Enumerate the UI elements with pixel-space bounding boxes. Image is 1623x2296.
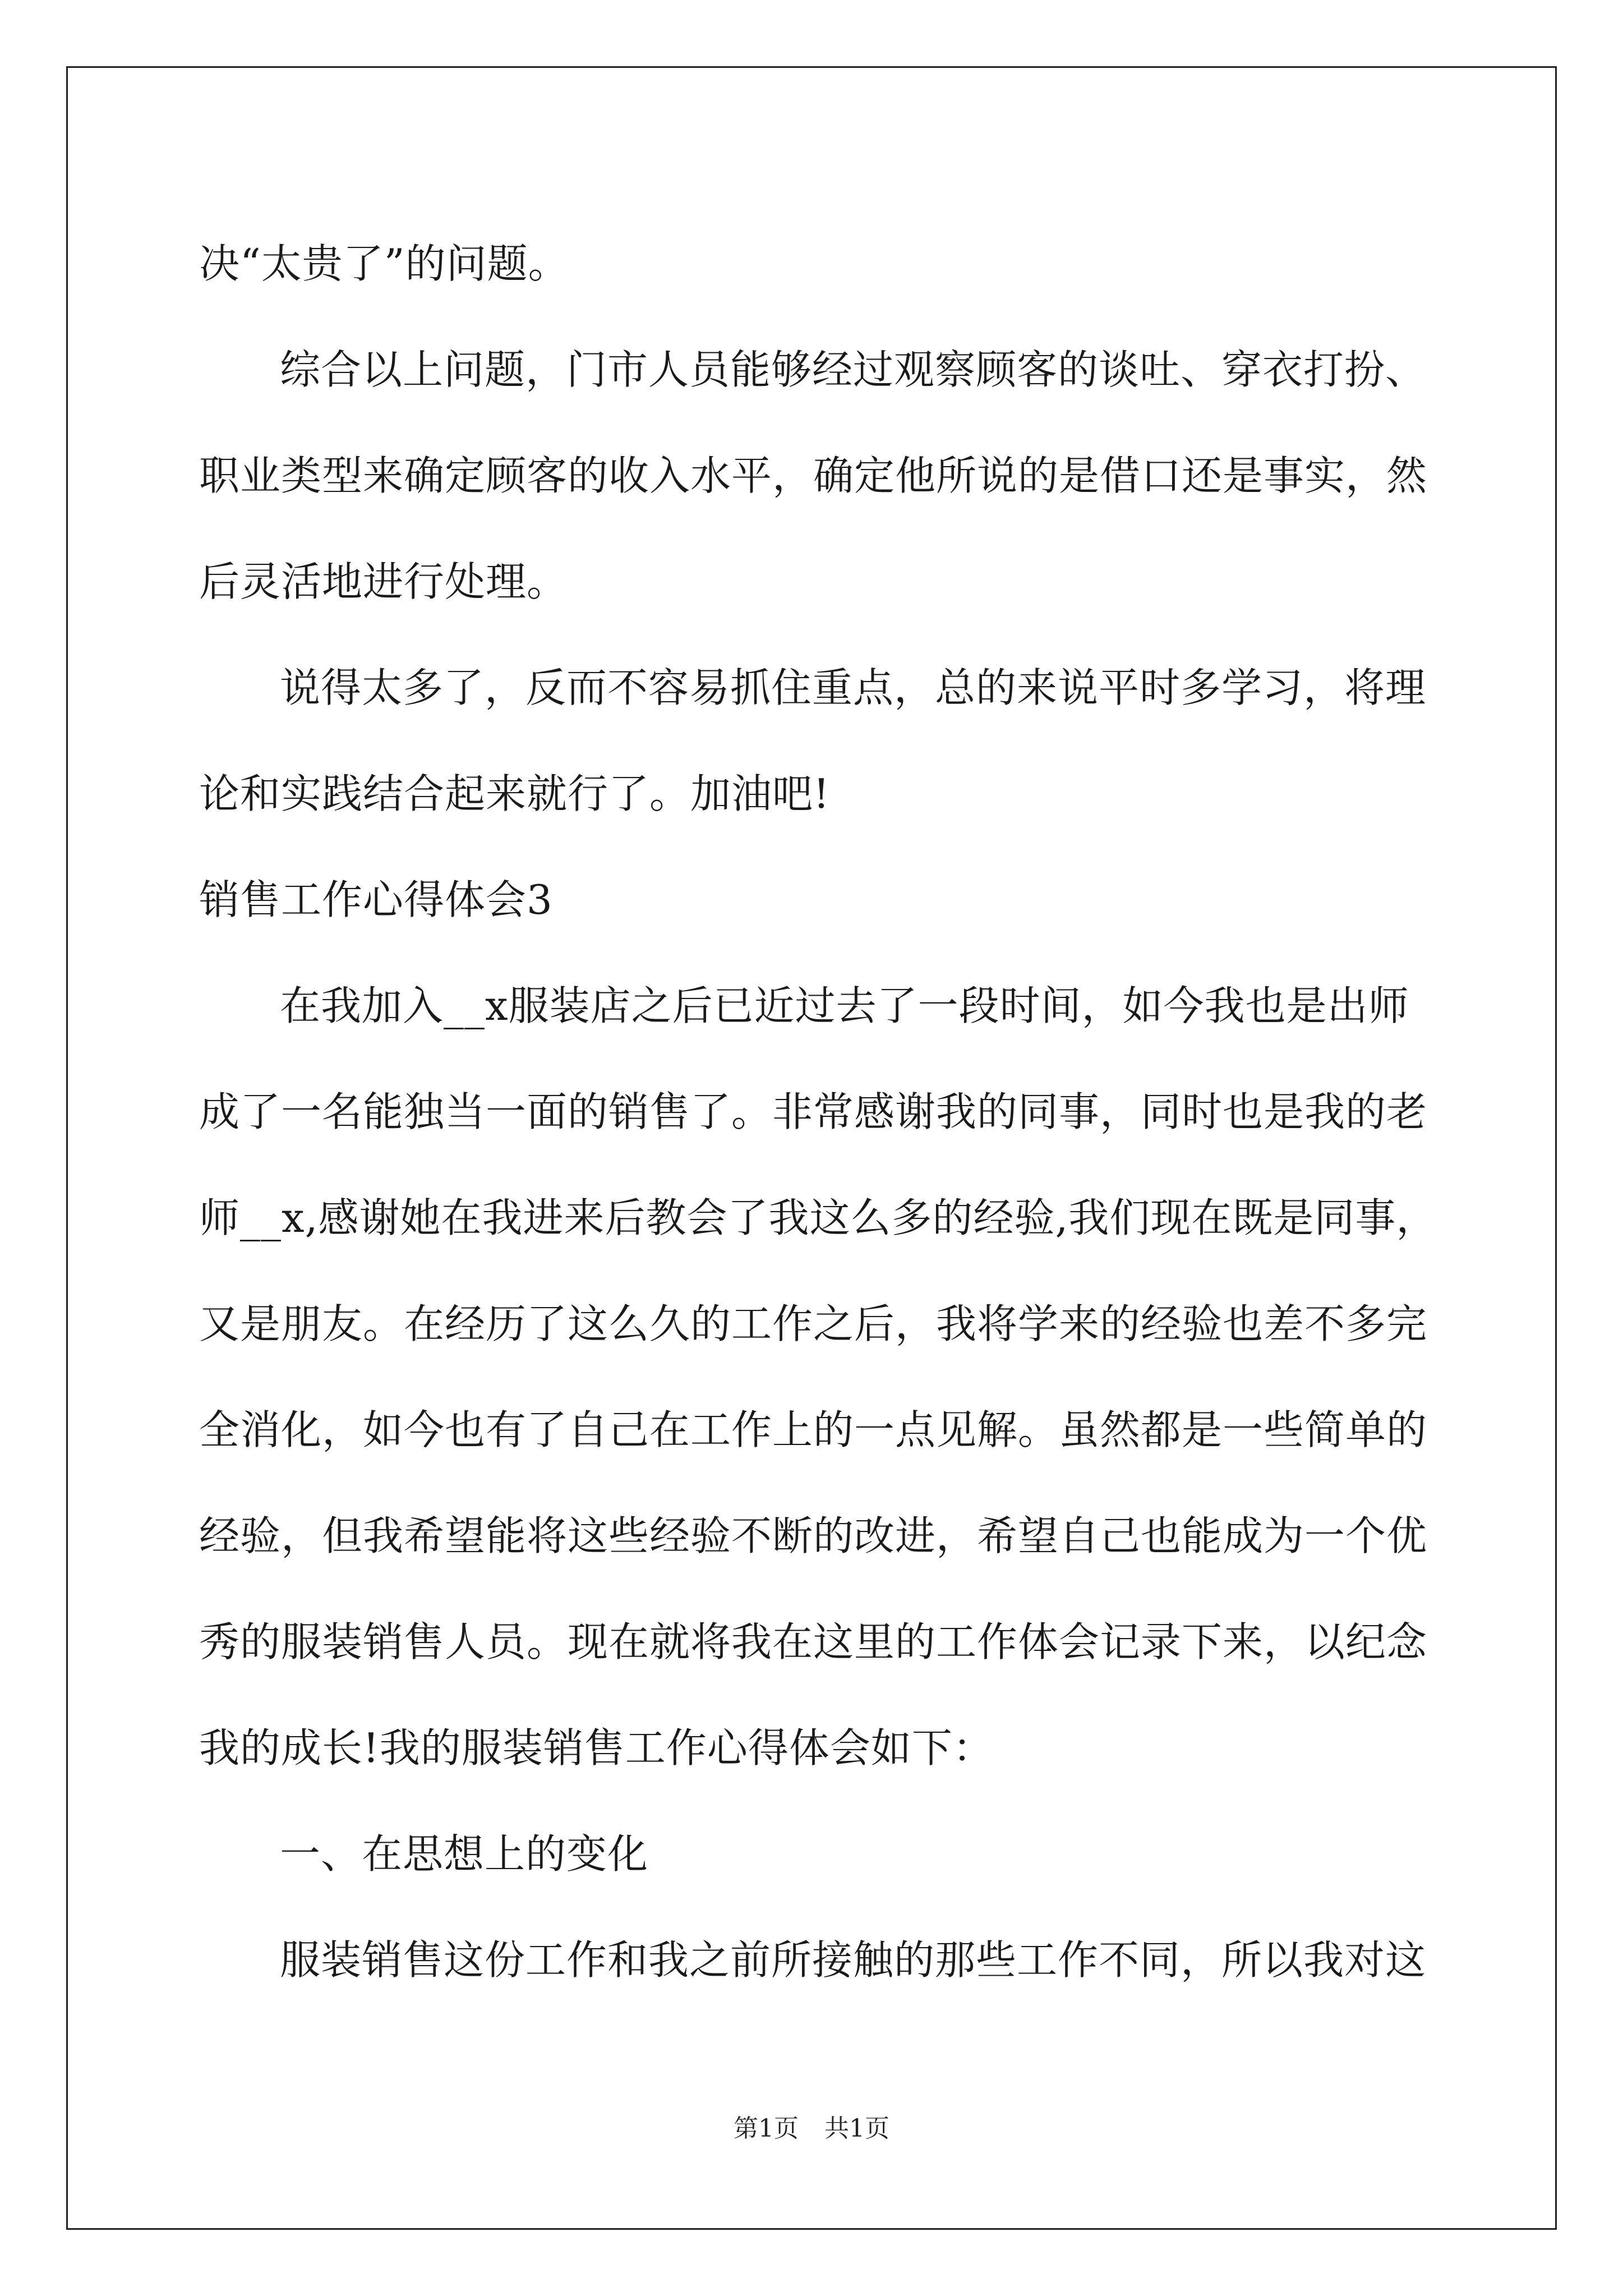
paragraph-line: 服装销售这份工作和我之前所接触的那些工作不同，所以我对这	[280, 1936, 1427, 1984]
paragraph-line: 全消化，如今也有了自己在工作上的一点见解。虽然都是一些简单的	[199, 1406, 1428, 1453]
page-number-total: 共1页	[824, 2114, 889, 2143]
subheading: 一、在思想上的变化	[280, 1830, 649, 1878]
paragraph-line: 经验，但我希望能将这些经验不断的改进，希望自己也能成为一个优	[199, 1512, 1428, 1559]
paragraph-line: 成了一名能独当一面的销售了。非常感谢我的同事，同时也是我的老	[199, 1088, 1428, 1135]
document-body	[199, 211, 1437, 2013]
paragraph-line: 在我加入__x服装店之后已近过去了一段时间，如今我也是出师	[280, 982, 1409, 1029]
page-footer	[0, 2112, 1623, 2146]
page-number-current: 第1页	[734, 2114, 799, 2143]
paragraph-line: 又是朋友。在经历了这么久的工作之后，我将学来的经验也差不多完	[199, 1300, 1428, 1347]
paragraph-line: 师__x,感谢她在我进来后教会了我这么多的经验,我们现在既是同事，	[199, 1194, 1437, 1241]
paragraph-line: 论和实践结合起来就行了。加油吧!	[199, 770, 830, 817]
paragraph-line: 后灵活地进行处理。	[199, 558, 568, 605]
paragraph-line: 秀的服装销售人员。现在就将我在这里的工作体会记录下来，以纪念	[199, 1618, 1428, 1665]
paragraph-line: 职业类型来确定顾客的收入水平，确定他所说的是借口还是事实，然	[199, 452, 1428, 499]
paragraph-line: 说得太多了，反而不容易抓住重点，总的来说平时多学习，将理	[280, 664, 1427, 711]
paragraph-line: 我的成长!我的服装销售工作心得体会如下：	[199, 1724, 994, 1772]
section-heading: 销售工作心得体会3	[199, 876, 553, 923]
paragraph-line: 决“太贵了”的问题。	[199, 240, 569, 287]
paragraph-line: 综合以上问题，门市人员能够经过观察顾客的谈吐、穿衣打扮、	[280, 346, 1427, 393]
